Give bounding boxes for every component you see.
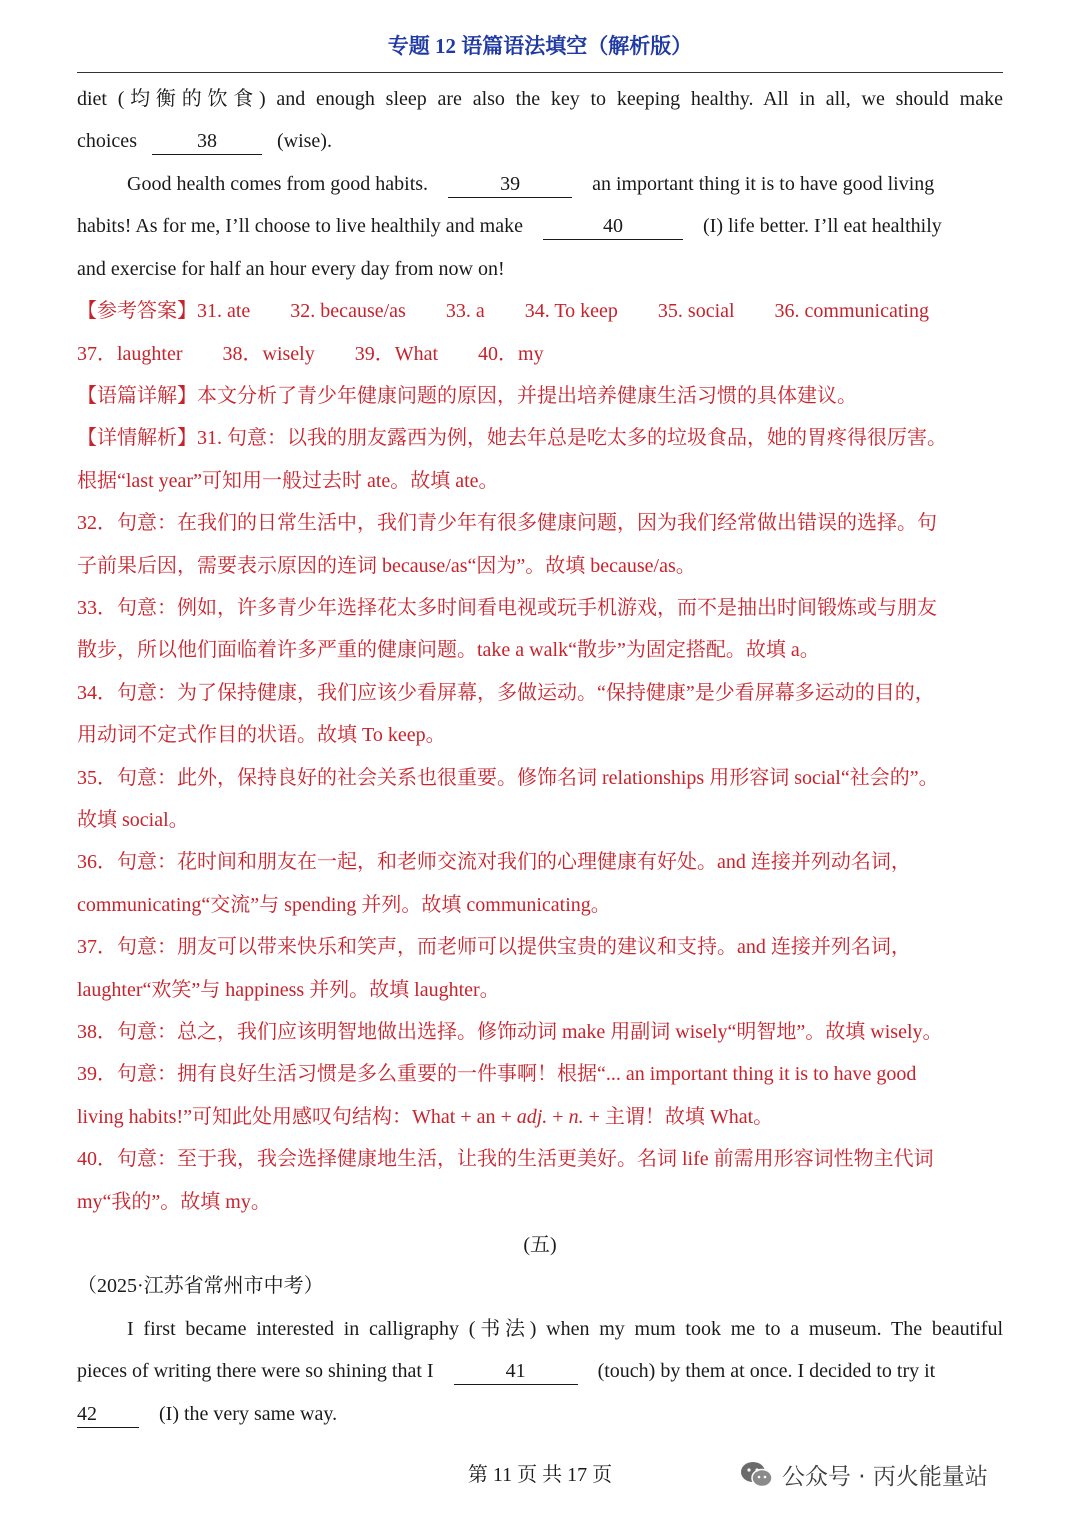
passage-line: Good health comes from good habits. 39 an important thing it is to have good living <box>77 163 1003 205</box>
answer-key-line: 【参考答案】31. ate 32. because/as 33. a 34. To keep 35. social 36. communicating <box>77 300 929 322</box>
explanation-line: 38．句意：总之，我们应该明智地做出选择。修饰动词 make 用副词 wisely“明智地”。故填 wisely。 <box>77 1021 943 1043</box>
explanation-line: 【详情解析】31. 句意：以我的朋友露西为例，她去年总是吃太多的垃圾食品，她的胃疼得很厉害。 <box>77 427 947 449</box>
explanation-line: laughter“欢笑”与 happiness 并列。故填 laughter。 <box>77 979 500 1001</box>
explanation-line: 34．句意：为了保持健康，我们应该少看屏幕，多做运动。“保持健康”是少看屏幕多运动的目的， <box>77 682 935 704</box>
explanation-line: 32．句意：在我们的日常生活中，我们青少年有很多健康问题，因为我们经常做出错误的选择。句 <box>77 512 937 534</box>
answer-key-line: 37．laughter 38．wisely 39．What 40．my <box>77 343 544 365</box>
answer-blank-41: 41 <box>454 1358 578 1385</box>
watermark-text: 公众号 · 丙火能量站 <box>782 1464 988 1490</box>
answer-blank-39: 39 <box>448 171 572 198</box>
passage-line: I first became interested in calligraphy (书法) when my mum took me to a museum. The beautiful <box>127 1318 1003 1340</box>
explanation-line: 35．句意：此外，保持良好的社会关系也很重要。修饰名词 relationships 用形容词 social“社会的”。 <box>77 767 939 789</box>
answer-blank-40: 40 <box>543 213 683 240</box>
page-title: 专题 12 语篇语法填空（解析版） <box>387 34 693 58</box>
page-number: 第 11 页 共 17 页 <box>467 1464 613 1486</box>
explanation-line: 36．句意：花时间和朋友在一起，和老师交流对我们的心理健康有好处。and 连接并列动名词， <box>77 851 911 873</box>
explanation-line: 40．句意：至于我，我会选择健康地生活，让我的生活更美好。名词 life 前需用形容词性物主代词 <box>77 1148 934 1170</box>
passage-summary: 【语篇详解】本文分析了青少年健康问题的原因，并提出培养健康生活习惯的具体建议。 <box>77 385 857 407</box>
explanation-line: 子前果后因，需要表示原因的连词 because/as“因为”。故填 because/as。 <box>77 555 696 577</box>
section-number: (五) <box>523 1234 557 1256</box>
explanation-line: communicating“交流”与 spending 并列。故填 communicating。 <box>77 894 611 916</box>
section-source: （2025·江苏省常州市中考） <box>77 1275 324 1297</box>
header-divider <box>77 72 1003 73</box>
passage-line: choices 38 (wise). <box>77 120 1003 162</box>
answer-blank-42: 42 <box>77 1401 139 1428</box>
passage-line: habits! As for me, I’ll choose to live healthily and make 40 (I) life better. I’ll eat healthily <box>77 205 1003 247</box>
answer-blank-38: 38 <box>152 128 262 155</box>
explanation-line: 33．句意：例如，许多青少年选择花太多时间看电视或玩手机游戏，而不是抽出时间锻炼或与朋友 <box>77 597 937 619</box>
wechat-icon <box>740 1460 774 1490</box>
passage-line: diet (均衡的饮食) and enough sleep are also the key to keeping healthy. All in all, we should make <box>77 88 1003 110</box>
explanation-line: 用动词不定式作目的状语。故填 To keep。 <box>77 724 446 746</box>
explanation-line: my“我的”。故填 my。 <box>77 1191 271 1213</box>
passage-line: and exercise for half an hour every day from now on! <box>77 258 505 280</box>
passage-line: pieces of writing there were so shining that I 41 (touch) by them at once. I decided to try it <box>77 1350 1003 1392</box>
explanation-line: 根据“last year”可知用一般过去时 ate。故填 ate。 <box>77 470 499 492</box>
explanation-line: 39．句意：拥有良好生活习惯是多么重要的一件事啊！根据“... an important thing it is to have good <box>77 1063 917 1085</box>
passage-line: 42 (I) the very same way. <box>77 1393 1003 1435</box>
explanation-line: living habits!”可知此处用感叹句结构：What + an + adj. + n. + 主谓！故填 What。 <box>77 1106 774 1128</box>
explanation-line: 37．句意：朋友可以带来快乐和笑声，而老师可以提供宝贵的建议和支持。and 连接并列名词， <box>77 936 911 958</box>
explanation-line: 故填 social。 <box>77 809 189 831</box>
watermark <box>740 1458 988 1491</box>
explanation-line: 散步，所以他们面临着许多严重的健康问题。take a walk“散步”为固定搭配。故填 a。 <box>77 639 820 661</box>
